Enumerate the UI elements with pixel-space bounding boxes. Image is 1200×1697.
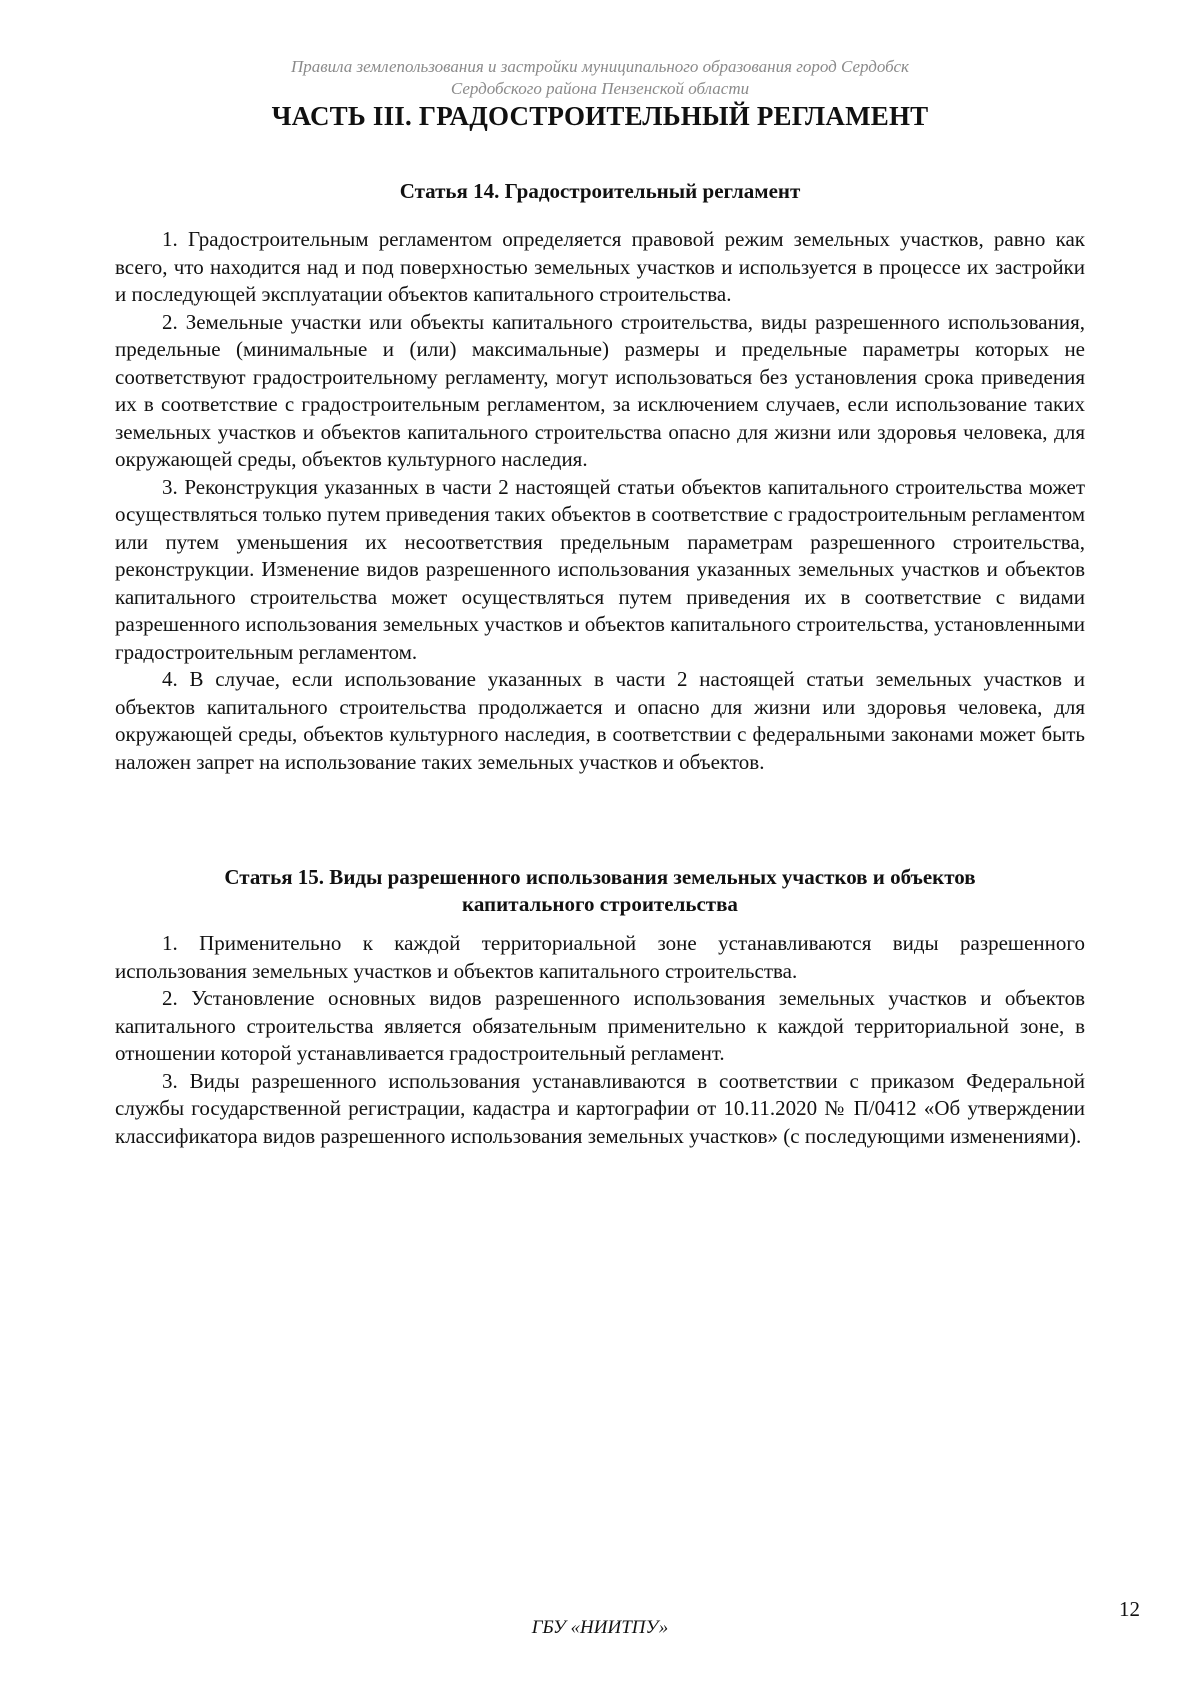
article-15-paragraph-1: 1. Применительно к каждой территориальной зоне устанавливаются виды разрешенного использования земельных участков и объектов капитального строительства.	[115, 931, 1085, 983]
running-header-line-1: Правила землепользования и застройки муниципального образования город Сердобск	[290, 57, 909, 76]
article-15-paragraph-2: 2. Установление основных видов разрешенного использования земельных участков и объектов капитального строительства является обязательным применительно к каждой территориальной зоне, в отношении которой устанавливается градостроительный регламент.	[115, 986, 1085, 1065]
article-14-paragraph-1: 1. Градостроительным регламентом определяется правовой режим земельных участков, равно как всего, что находится над и под поверхностью земельных участков и используется в процессе их застройки и последующей эксплуатации объектов капитального строительства.	[115, 227, 1085, 306]
article-14-paragraph-3: 3. Реконструкция указанных в части 2 настоящей статьи объектов капитального строительства может осуществляться только путем приведения таких объектов в соответствие с градостроительным регламентом или путем уменьшения их несоответствия предельным параметрам разрешенного строительства, реконструкции. Изменение видов разрешенного использования указанных земельных участков и объектов капитального строительства может осуществляться путем приведения их в соответствие с видами разрешенного использования земельных участков и объектов капитального строительства, установленными градостроительным регламентом.	[115, 474, 1085, 664]
article-14-paragraph-2: 2. Земельные участки или объекты капитального строительства, виды разрешенного использования, предельные (минимальные и (или) максимальные) размеры и предельные параметры которых не соответствуют градостроительному регламенту, могут использоваться без установления срока приведения их в соответствие с градостроительным регламентом, за исключением случаев, если использование таких земельных участков и объектов капитального строительства опасно для жизни или здоровья человека, для окружающей среды, объектов культурного наследия.	[115, 309, 1085, 471]
running-header-line-2: Сердобского района Пензенской области	[450, 79, 750, 98]
article-14-body	[115, 226, 1085, 776]
article-14-paragraph-4: 4. В случае, если использование указанных в части 2 настоящей статьи земельных участков и объектов капитального строительства продолжается и опасно для жизни или здоровья человека, для окружающей среды, объектов культурного наследия, в соответствии с федеральными законами может быть наложен запрет на использование таких земельных участков и объектов.	[115, 667, 1085, 774]
article-15-paragraph-3: 3. Виды разрешенного использования устанавливаются в соответствии с приказом Федеральной службы государственной регистрации, кадастра и картографии от 10.11.2020 № П/0412 «Об утверждении классификатора видов разрешенного использования земельных участков» (с последующими изменениями).	[115, 1068, 1085, 1148]
article-15-title	[200, 864, 1000, 918]
page-number: 12	[1119, 1597, 1140, 1621]
page-footer: ГБУ «НИИТПУ»	[531, 1617, 669, 1638]
part-title: ЧАСТЬ III. ГРАДОСТРОИТЕЛЬНЫЙ РЕГЛАМЕНТ	[271, 101, 929, 131]
running-header	[200, 56, 1000, 100]
article-15-title-line-1: Статья 15. Виды разрешенного использования земельных участков и объектов	[224, 865, 976, 889]
article-15-body	[115, 930, 1085, 1150]
article-15-title-line-2: капитального строительства	[462, 892, 738, 916]
article-14-title: Статья 14. Градостроительный регламент	[399, 179, 801, 203]
